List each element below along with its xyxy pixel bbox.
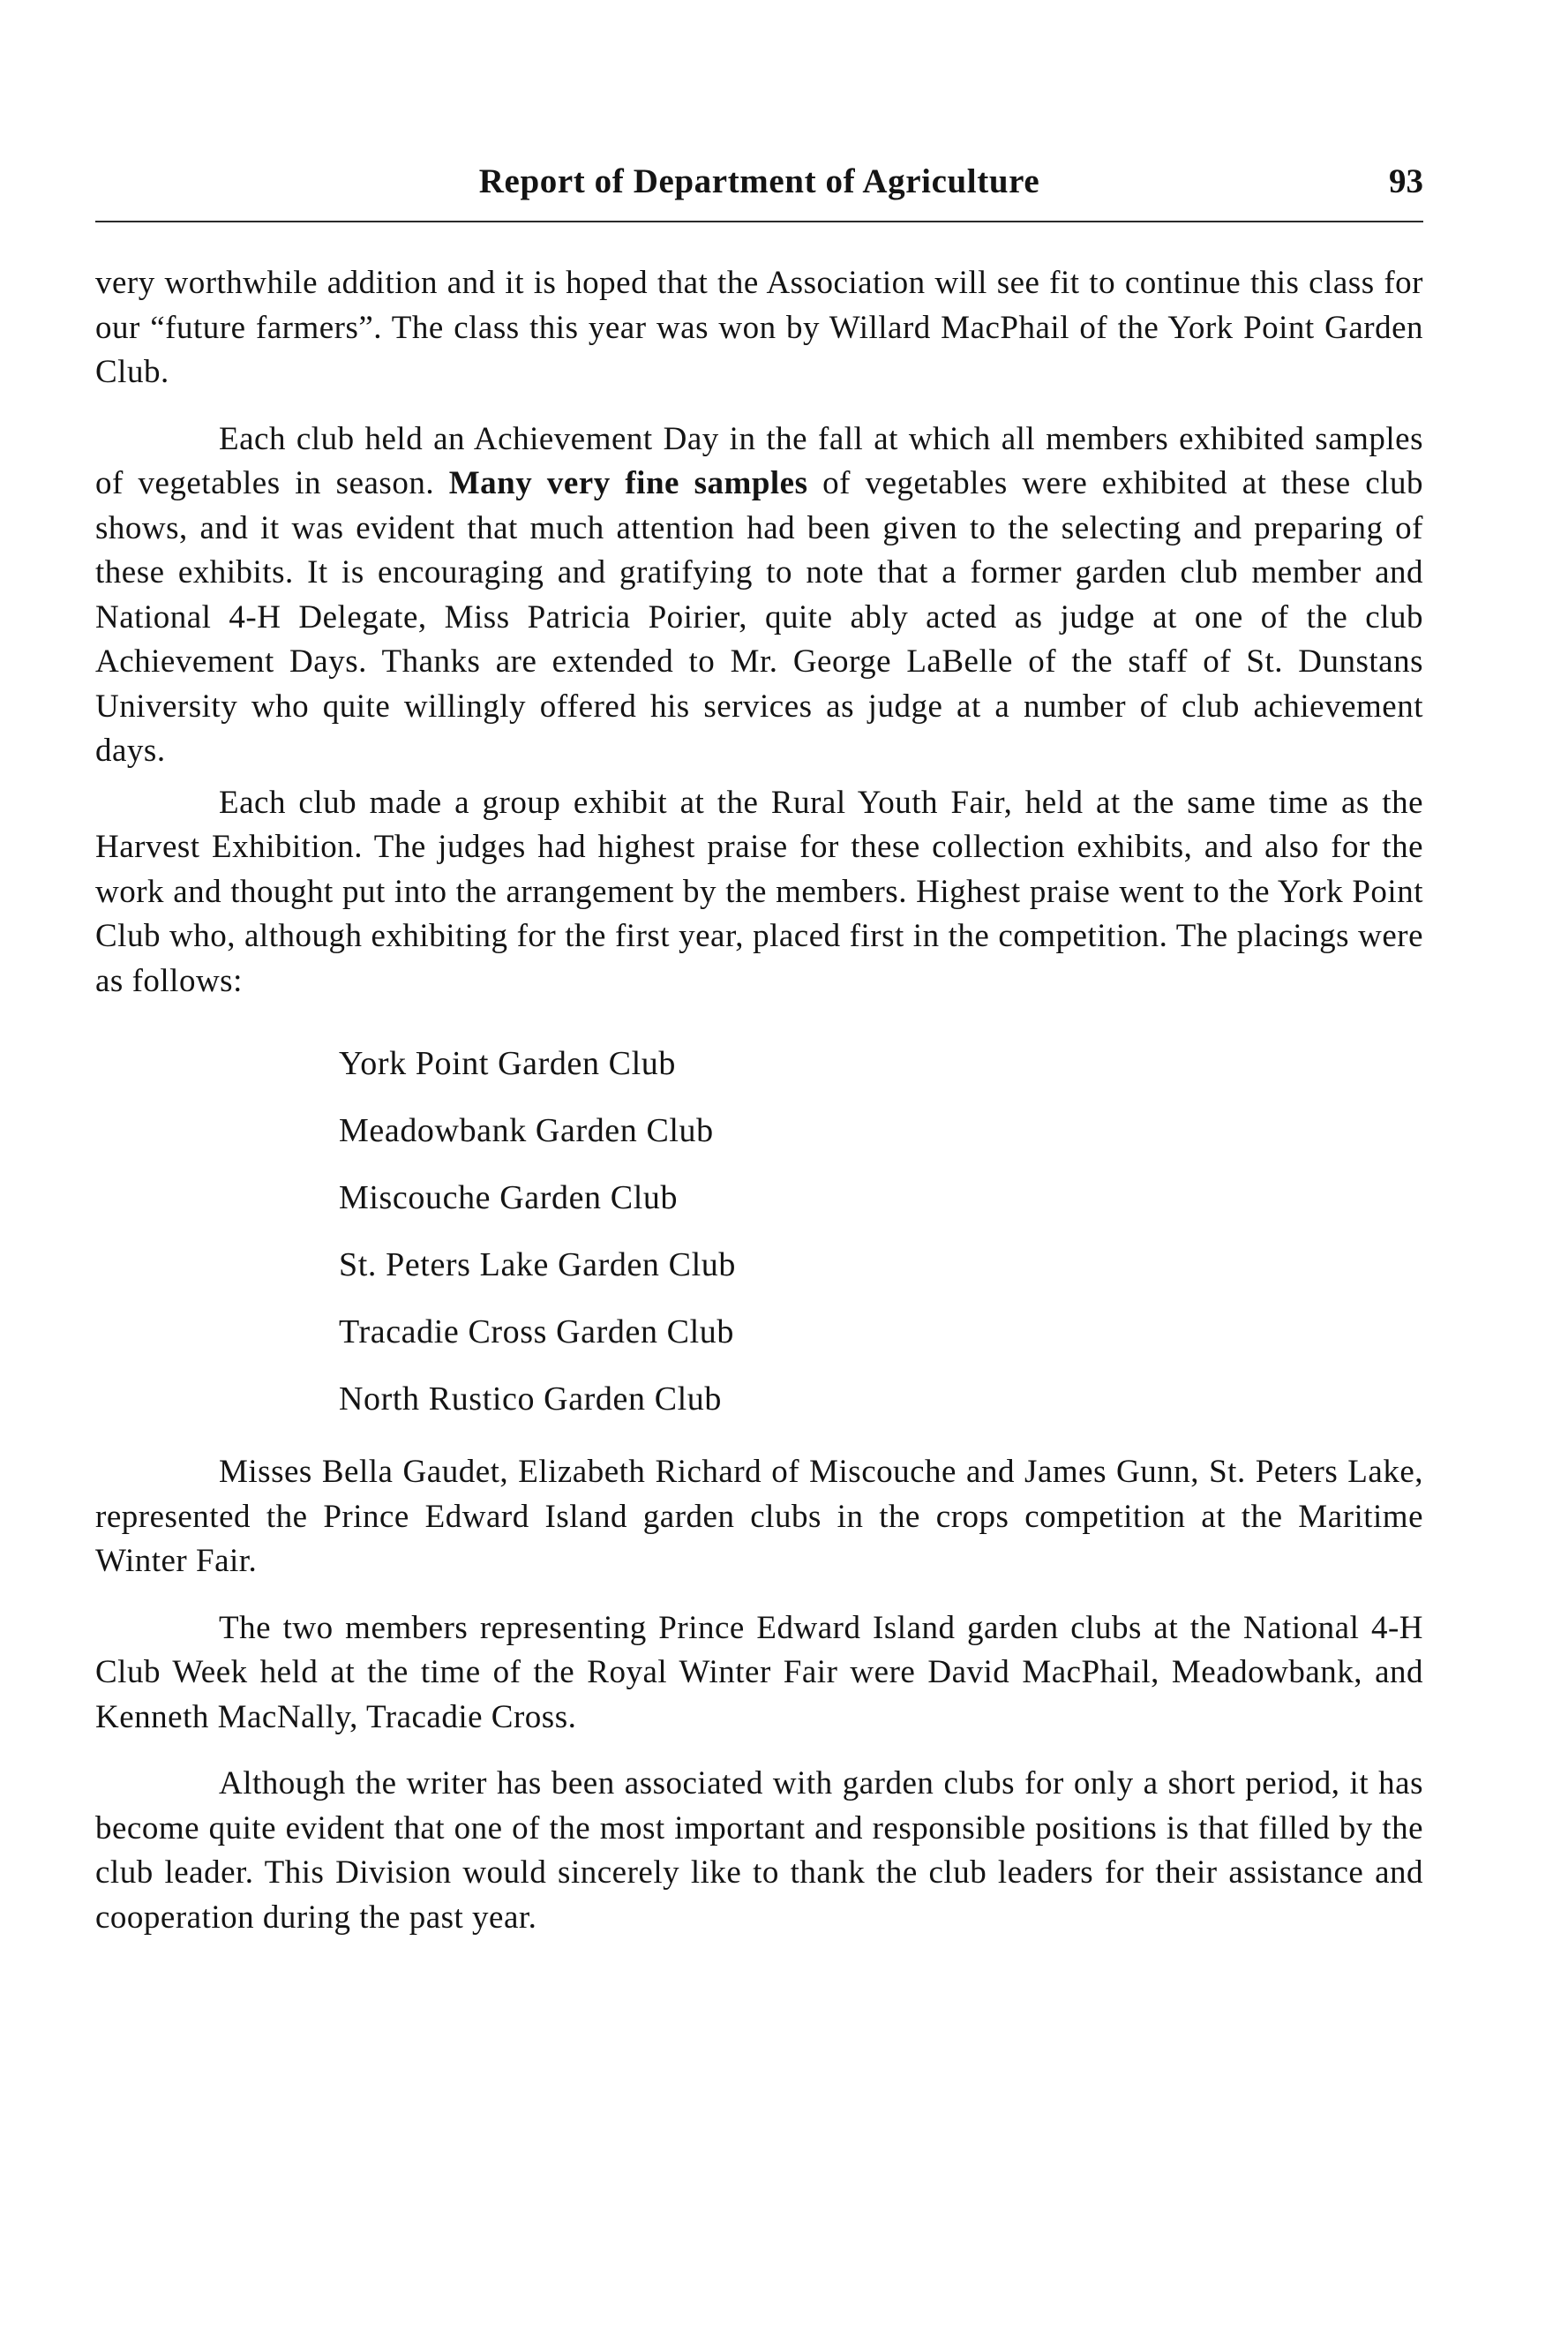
paragraph-group-exhibit: Each club made a group exhibit at the Rural Youth Fair, held at the same time as the Harvest Exhibition. The judges had highest praise for these collection exhibits, and also for the work and thought put into the arrangement by the members. Highest praise went to the York Point Club who, although exhibiting for the first year, placed first in the competition. The placings were as follows:	[95, 784, 1423, 999]
paragraph-achievement-day-bold: Many very fine samples	[448, 465, 808, 501]
page-number: 93	[1389, 162, 1423, 200]
header-rule	[95, 221, 1423, 222]
paragraph-crops-competition: Misses Bella Gaudet, Elizabeth Richard of Miscouche and James Gunn, St. Peters Lake, represented the Prince Edward Island garden clubs in the crops competition at the Maritime Winter Fair.	[95, 1454, 1423, 1579]
placing-item: Tracadie Cross Garden Club	[339, 1313, 734, 1350]
paragraph-club-leaders: Although the writer has been associated with garden clubs for only a short period, it has become quite evident that one of the most important and responsible positions is that filled by the club leader. This Division would sincerely like to thank the club leaders for their assistance and cooperation during the past year.	[95, 1765, 1423, 1936]
placing-item: North Rustico Garden Club	[339, 1380, 723, 1418]
page-header	[95, 162, 1423, 223]
paragraph-achievement-day	[95, 417, 1423, 774]
body-text	[95, 261, 1423, 1940]
paragraph-achievement-day-end: of vegetables were exhibited at these club shows, and it was evident that much attention had been given to the selecting and preparing of these exhibits. It is encouraging and gratifying to note that a former garden club member and National 4-H Delegate, Miss Patricia Poirier, quite ably acted as judge at one of the club Achievement Days. Thanks are extended to Mr. George LaBelle of the staff of St. Dunstans University who quite willingly offered his services as judge at a number of club achievement days.	[95, 465, 1423, 769]
placing-item: St. Peters Lake Garden Club	[339, 1246, 736, 1283]
placing-item: Miscouche Garden Club	[339, 1179, 679, 1216]
placing-item: York Point Garden Club	[339, 1045, 676, 1082]
paragraph-achievement-day-start: Each club held an Achievement Day in the fall at which all members exhibited samples of vegetables in season.	[95, 420, 1423, 501]
paragraph-continuation: very worthwhile addition and it is hoped that the Association will see fit to continue this class for our “future farmers”. The class this year was won by Willard MacPhail of the York Point Garden Club.	[95, 265, 1423, 390]
running-title: Report of Department of Agriculture	[478, 162, 1040, 200]
placing-item: Meadowbank Garden Club	[339, 1112, 714, 1149]
placings-list	[95, 1030, 1423, 1433]
paragraph-national-4h: The two members representing Prince Edward Island garden clubs at the National 4-H Club Week held at the time of the Royal Winter Fair were David MacPhail, Meadowbank, and Kenneth MacNally, Tracadie Cross.	[95, 1609, 1423, 1735]
